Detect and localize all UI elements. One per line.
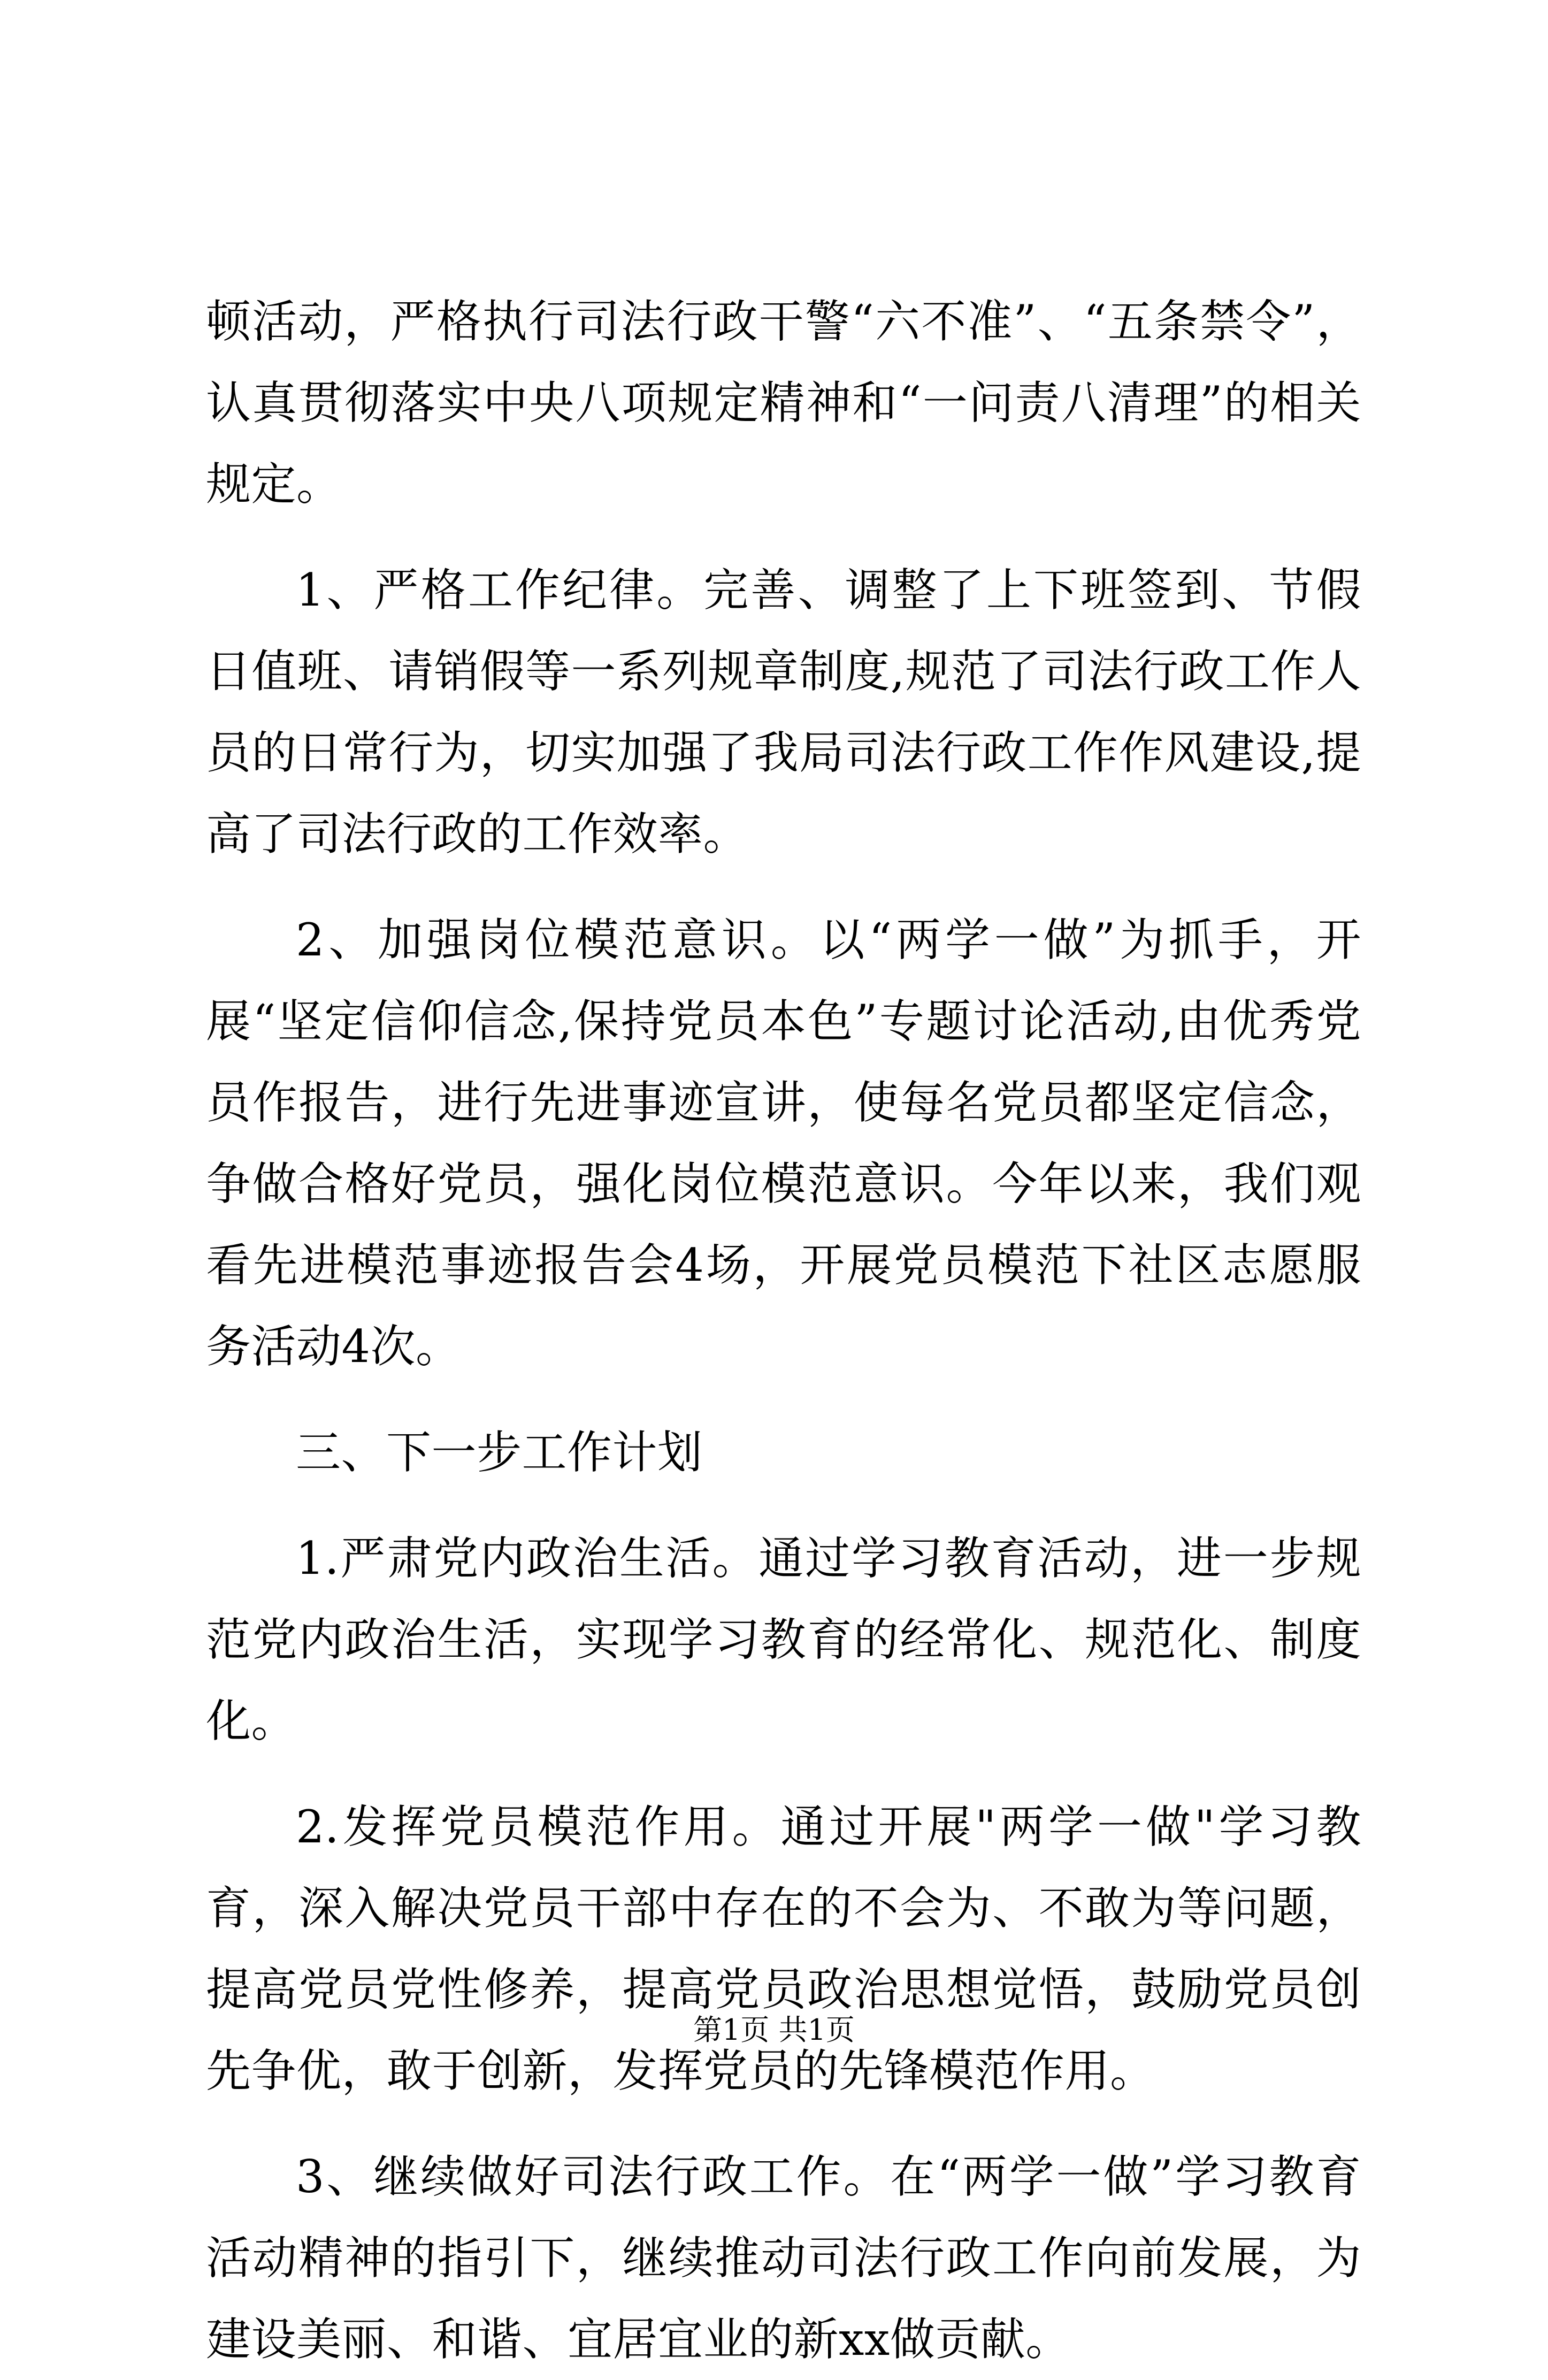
- paragraph-work-discipline: 1、严格工作纪律。完善、调整了上下班签到、节假日值班、请销假等一系列规章制度,规范了司法行政工作人员的日常行为，切实加强了我局司法行政工作作风建设,提高了司法行政的工作效率。: [206, 564, 1361, 860]
- document-body: [206, 281, 1361, 2380]
- paragraph-judicial-work: 3、继续做好司法行政工作。在“两学一做”学习教育活动精神的指引下，继续推动司法行政工作向前发展，为建设美丽、和谐、宜居宜业的新xx做贡献。: [206, 2151, 1361, 2366]
- paragraph-party-life: 1.严肃党内政治生活。通过学习教育活动，进一步规范党内政治生活，实现学习教育的经常化、规范化、制度化。: [206, 1532, 1361, 1747]
- page-number-footer: 第1页 共1页: [693, 2013, 855, 2047]
- paragraph-model-awareness: 2、加强岗位模范意识。以“两学一做”为抓手，开展“坚定信仰信念,保持党员本色”专题讨论活动,由优秀党员作报告，进行先进事迹宣讲，使每名党员都坚定信念，争做合格好党员，强化岗位模范意识。今年以来，我们观看先进模范事迹报告会4场，开展党员模范下社区志愿服务活动4次。: [206, 914, 1361, 1373]
- section-heading-next-plan: 三、下一步工作计划: [296, 1426, 703, 1479]
- paragraph-continuation: 顿活动，严格执行司法行政干警“六不准”、“五条禁令”，认真贯彻落实中央八项规定精神和“一问责八清理”的相关规定。: [206, 295, 1361, 510]
- paragraph-exemplary-role: 2.发挥党员模范作用。通过开展"两学一做"学习教育，深入解决党员干部中存在的不会为、不敢为等问题，提高党员党性修养，提高党员政治思想觉悟，鼓励党员创先争优，敢于创新，发挥党员的先锋模范作用。: [206, 1801, 1361, 2097]
